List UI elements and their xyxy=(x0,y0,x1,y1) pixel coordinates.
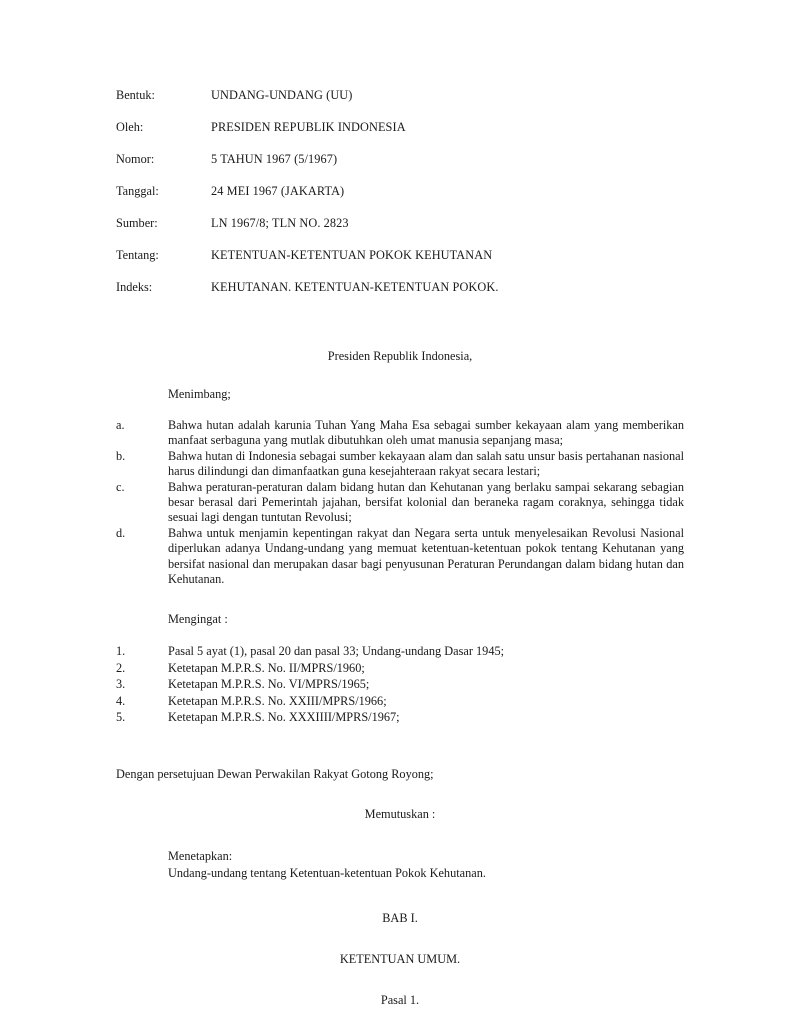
list-item xyxy=(116,693,684,709)
list-item xyxy=(116,526,684,588)
issuer-heading: Presiden Republik Indonesia, xyxy=(327,349,473,363)
mengingat-list xyxy=(116,643,684,725)
list-item-marker: 5. xyxy=(116,710,126,725)
list-item-text: Pasal 5 ayat (1), pasal 20 dan pasal 33; Undang-undang Dasar 1945; xyxy=(168,644,505,659)
bab-title: KETENTUAN UMUM. xyxy=(339,951,461,966)
approval-statement: Dengan persetujuan Dewan Perwakilan Rakyat Gotong Royong; xyxy=(116,766,434,781)
menetapkan-label: Menetapkan: xyxy=(168,848,233,863)
list-item-text: Ketetapan M.P.R.S. No. XXXIIII/MPRS/1967; xyxy=(168,710,400,725)
list-item xyxy=(116,418,684,449)
table-row xyxy=(116,184,684,216)
list-item xyxy=(116,480,684,526)
list-item-marker: b. xyxy=(116,448,126,463)
menimbang-list xyxy=(116,418,684,587)
table-row xyxy=(116,280,684,312)
metadata-label-tanggal: Tanggal: xyxy=(116,184,159,198)
table-row xyxy=(116,120,684,152)
metadata-label-oleh: Oleh: xyxy=(116,120,144,134)
list-item-text: Ketetapan M.P.R.S. No. XXIII/MPRS/1966; xyxy=(168,693,387,708)
list-item xyxy=(116,660,684,676)
mengingat-label: Mengingat : xyxy=(168,612,228,627)
list-item-marker: 2. xyxy=(116,660,126,675)
metadata-value-tentang: KETENTUAN-KETENTUAN POKOK KEHUTANAN xyxy=(211,248,493,262)
list-item-text: Bahwa untuk menjamin kepentingan rakyat dan Negara serta untuk menyelesaikan Revolusi Nasional diperlukan adanya Undang-undang yang memuat ketentuan-ketentuan pokok tentang Kehutanan yang bersifat nasional dan merupakan dasar bagi penyusunan Peraturan Perundangan dalam bidang hutan dan Kehutanan. xyxy=(168,525,684,587)
menimbang-label: Menimbang; xyxy=(168,387,231,401)
list-item-marker: a. xyxy=(116,418,125,432)
document-body xyxy=(116,88,684,1008)
metadata-value-indeks: KEHUTANAN. KETENTUAN-KETENTUAN POKOK. xyxy=(211,280,499,294)
pasal-heading: Pasal 1. xyxy=(380,992,420,1007)
table-row xyxy=(116,88,684,120)
list-item xyxy=(116,449,684,480)
list-item-text: Ketetapan M.P.R.S. No. VI/MPRS/1965; xyxy=(168,677,370,692)
metadata-label-indeks: Indeks: xyxy=(116,280,153,294)
list-item-text: Bahwa peraturan-peraturan dalam bidang hutan dan Kehutanan yang berlaku sampai sekarang sebagian besar berasal dari Pemerintah jajahan, bersifat kolonial dan beraneka ragam coraknya, sehingga tidak sesuai lagi dengan tuntutan Revolusi; xyxy=(168,479,684,525)
document-metadata-table xyxy=(116,88,684,312)
list-item-marker: 1. xyxy=(116,644,126,659)
list-item-marker: d. xyxy=(116,525,126,540)
metadata-value-oleh: PRESIDEN REPUBLIK INDONESIA xyxy=(211,120,406,134)
table-row xyxy=(116,216,684,248)
metadata-value-tanggal: 24 MEI 1967 (JAKARTA) xyxy=(211,184,345,198)
menetapkan-block xyxy=(168,848,684,882)
table-row xyxy=(116,248,684,280)
list-item xyxy=(116,676,684,692)
metadata-label-tentang: Tentang: xyxy=(116,248,159,262)
metadata-label-bentuk: Bentuk: xyxy=(116,88,155,102)
list-item-text: Bahwa hutan di Indonesia sebagai sumber kekayaan alam dan salah satu unsur basis pertahanan nasional harus dilindungi dan dimanfaatkan guna kesejahteraan rakyat secara lestari; xyxy=(168,448,684,479)
list-item xyxy=(116,709,684,725)
memutuskan-heading: Memutuskan : xyxy=(364,806,436,821)
list-item-text: Ketetapan M.P.R.S. No. II/MPRS/1960; xyxy=(168,660,365,675)
metadata-label-sumber: Sumber: xyxy=(116,216,158,230)
list-item-marker: 4. xyxy=(116,693,126,708)
metadata-value-sumber: LN 1967/8; TLN NO. 2823 xyxy=(211,216,349,230)
list-item-marker: c. xyxy=(116,479,125,494)
bab-heading: BAB I. xyxy=(382,910,418,925)
metadata-value-nomor: 5 TAHUN 1967 (5/1967) xyxy=(211,152,338,166)
menetapkan-text: Undang-undang tentang Ketentuan-ketentuan Pokok Kehutanan. xyxy=(168,865,486,880)
metadata-value-bentuk: UNDANG-UNDANG (UU) xyxy=(211,88,353,102)
list-item xyxy=(116,643,684,659)
table-row xyxy=(116,152,684,184)
metadata-label-nomor: Nomor: xyxy=(116,152,155,166)
list-item-marker: 3. xyxy=(116,677,126,692)
list-item-text: Bahwa hutan adalah karunia Tuhan Yang Maha Esa sebagai sumber kekayaan alam yang memberikan manfaat serbaguna yang mutlak dibutuhkan oleh umat manusia sepanjang masa; xyxy=(168,418,684,448)
